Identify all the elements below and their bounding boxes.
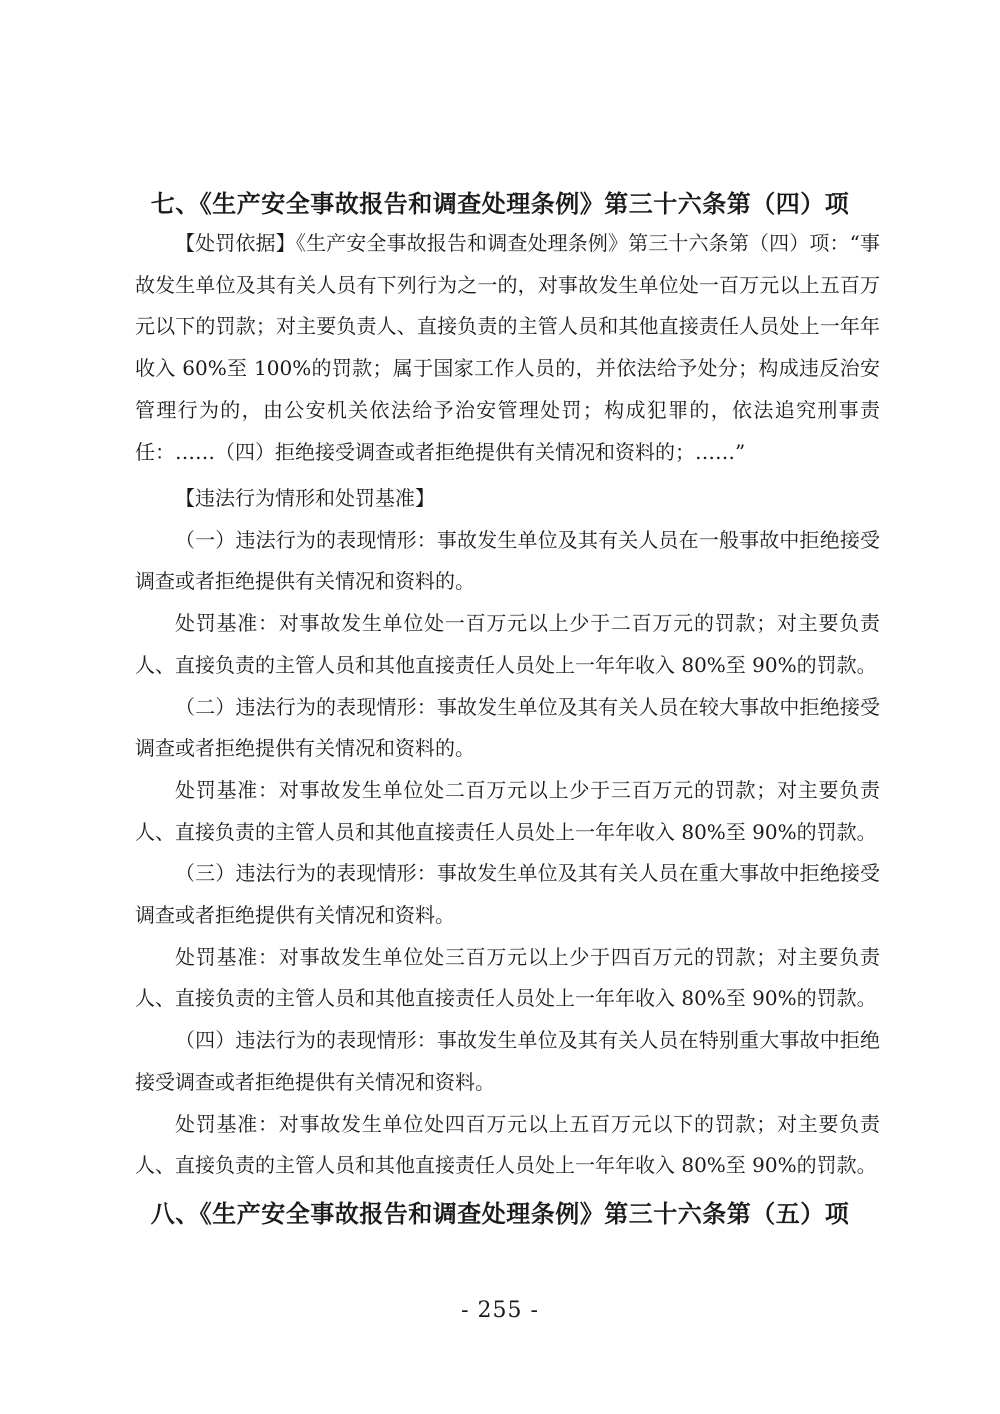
case-1-situation: （一）违法行为的表现情形：事故发生单位及其有关人员在一般事故中拒绝接受调查或者拒绝提供有关情况和资料的。 <box>135 527 880 594</box>
section-heading-7: 七、《生产安全事故报告和调查处理条例》第三十六条第（四）项 <box>150 189 850 218</box>
case-1-penalty: 处罚基准：对事故发生单位处一百万元以上少于二百万元的罚款；对主要负责人、直接负责的主管人员和其他直接责任人员处上一年年收入 80%至 90%的罚款。 <box>135 611 880 677</box>
section-heading-8: 八、《生产安全事故报告和调查处理条例》第三十六条第（五）项 <box>150 1199 850 1228</box>
penalty-basis-label: 【处罚依据】 <box>175 231 296 255</box>
penalty-basis-block <box>135 223 880 473</box>
case-2-penalty: 处罚基准：对事故发生单位处二百万元以上少于三百万元的罚款；对主要负责人、直接负责的主管人员和其他直接责任人员处上一年年收入 80%至 90%的罚款。 <box>135 777 880 844</box>
case-2-situation: （二）违法行为的表现情形：事故发生单位及其有关人员在较大事故中拒绝接受调查或者拒绝提供有关情况和资料的。 <box>135 694 880 761</box>
penalty-basis-text: 《生产安全事故报告和调查处理条例》第三十六条第（四）项：“事故发生单位及其有关人员有下列行为之一的，对事故发生单位处一百万元以上五百万元以下的罚款；对主要负责人、直接负责的主管人员和其他直接责任人员处上一年年收入 60%至 100%的罚款；属于国家工作人员的，并依法给予处分；构成违反治安管理行为的，由公安机关依法给予治安管理处罚；构成犯罪的，依法追究刑事责任：……（四）拒绝接受调查或者拒绝提供有关情况和资料的；……” <box>135 231 881 464</box>
case-3-penalty: 处罚基准：对事故发生单位处三百万元以上少于四百万元的罚款；对主要负责人、直接负责的主管人员和其他直接责任人员处上一年年收入 80%至 90%的罚款。 <box>135 944 880 1011</box>
case-4-penalty: 处罚基准：对事故发生单位处四百万元以上五百万元以下的罚款；对主要负责人、直接负责的主管人员和其他直接责任人员处上一年年收入 80%至 90%的罚款。 <box>135 1111 880 1178</box>
penalty-basis-paragraph <box>135 223 880 473</box>
case-3-situation: （三）违法行为的表现情形：事故发生单位及其有关人员在重大事故中拒绝接受调查或者拒绝提供有关情况和资料。 <box>135 861 880 928</box>
criteria-heading: 【违法行为情形和处罚基准】 <box>175 486 435 510</box>
criteria-block <box>135 478 880 1187</box>
page-number: - 255 - <box>461 1298 539 1323</box>
case-4-situation: （四）违法行为的表现情形：事故发生单位及其有关人员在特别重大事故中拒绝接受调查或者拒绝提供有关情况和资料。 <box>135 1028 880 1094</box>
